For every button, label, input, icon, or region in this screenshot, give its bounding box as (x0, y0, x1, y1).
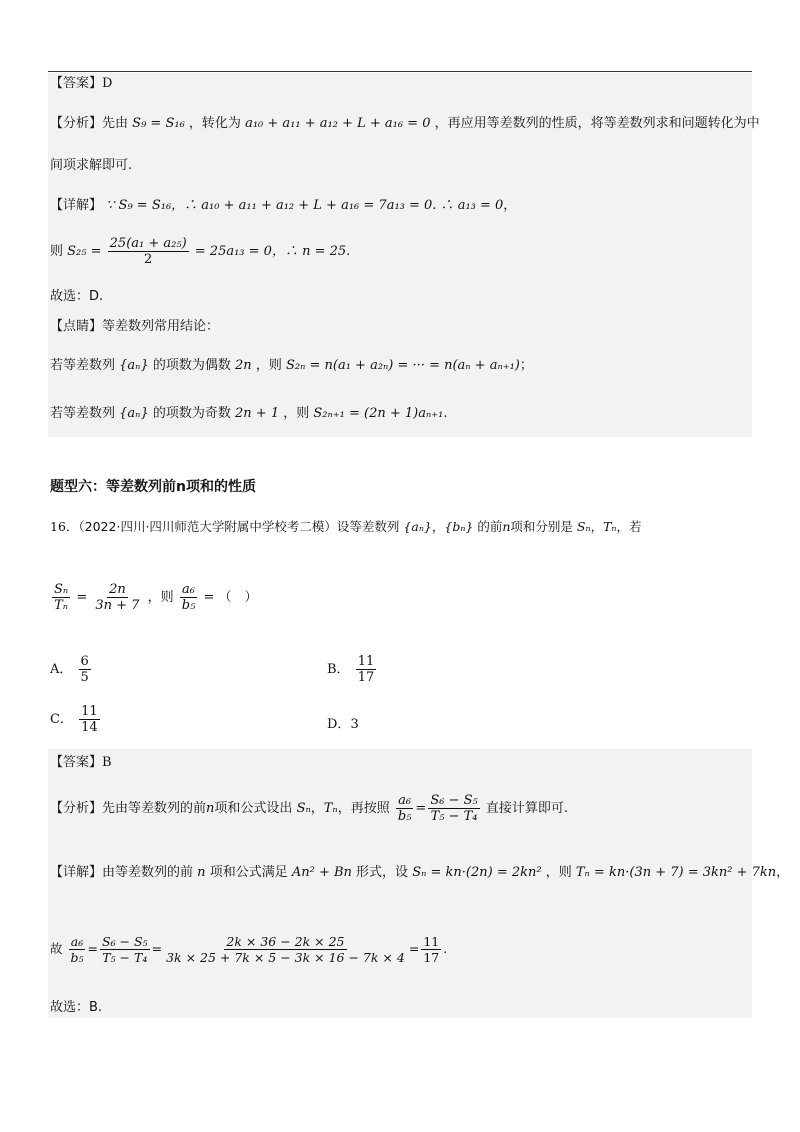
point-text: 等差数列常用结论： (102, 319, 220, 334)
math-expression: 2n + 1 (235, 406, 280, 421)
question-text: 的前 (477, 519, 503, 534)
choose-line-2 (50, 998, 102, 1018)
point-line (50, 317, 219, 337)
fraction-denominator: 17 (357, 670, 375, 685)
point-text: ，则 (255, 358, 282, 373)
question-text: ，则 (147, 590, 174, 605)
math-expression: 2n (235, 358, 252, 373)
detail-text: 故 (50, 941, 63, 956)
equals-sign: = (76, 590, 88, 605)
question-16-line (50, 517, 642, 537)
punctuation: ， (590, 519, 604, 534)
detail-text: ，则 (545, 865, 572, 880)
detail-text: 项和公式满足 (209, 865, 288, 880)
analysis-text: 直接计算即可. (485, 801, 569, 816)
fraction (93, 582, 141, 613)
fraction (428, 793, 479, 824)
fraction-numerator: 2n (109, 582, 126, 597)
math-expression: n (502, 519, 511, 534)
option-d[interactable] (327, 713, 359, 732)
fraction-denominator: T₅ − T₄ (430, 809, 478, 824)
equals-sign: = (203, 590, 215, 605)
fraction (421, 934, 441, 965)
math-expression: {aₙ} (403, 519, 432, 534)
fraction-denominator: 14 (81, 720, 98, 735)
answer-label: 【答案】 (50, 755, 103, 770)
fraction-numerator: S₆ − S₅ (430, 793, 478, 808)
math-expression: {bₙ} (444, 519, 474, 534)
section-title: 题型六：等差数列前n项和的性质 (50, 479, 256, 495)
analysis-line-2 (50, 156, 132, 176)
analysis-label: 【分析】 (50, 116, 103, 131)
math-expression: n (197, 865, 206, 880)
answer-blank: （ ） (218, 590, 258, 605)
math-expression: . ∴ a₁₃ = 0 (432, 198, 504, 213)
option-label: C． (50, 712, 73, 727)
detail-text: 形式，设 (356, 865, 409, 880)
detail-label: 【详解】 (50, 865, 103, 880)
math-expression: ∵ S₉ = S₁₆ (106, 198, 172, 213)
choose-line-1 (50, 287, 103, 307)
solution-box-2 (48, 749, 752, 1018)
point-text: 若等差数列 (50, 358, 116, 373)
option-label: A． (50, 662, 73, 677)
answer-label: 【答案】 (50, 76, 103, 91)
fraction-numerator: Sₙ (54, 582, 69, 597)
math-expression: Sₙ (576, 519, 591, 534)
analysis-label: 【分析】 (50, 801, 103, 816)
math-expression: ，∴ n = 25 (271, 244, 347, 259)
option-label: B． (327, 662, 350, 677)
point-text: ，则 (283, 406, 310, 421)
math-expression: S₉ = S₁₆ (132, 116, 185, 131)
math-expression: a₁₀ + a₁₁ + a₁₂ + L + a₁₆ = 0 (245, 116, 431, 131)
detail-line-2 (50, 236, 350, 267)
fraction-denominator: Tₙ (54, 598, 69, 613)
math-expression: ，∴ a₁₀ + a₁₁ + a₁₂ + L + a₁₆ = 7a₁₃ = 0 (171, 198, 433, 213)
analysis-text: 先由 (102, 116, 129, 131)
fraction-denominator: 17 (423, 950, 440, 965)
fraction (356, 654, 377, 685)
point-label: 【点睛】 (50, 319, 103, 334)
math-expression: An² + Bn (291, 865, 352, 880)
fraction-numerator: 2k × 36 − 2k × 25 (226, 934, 345, 949)
math-expression: {aₙ} (119, 358, 149, 373)
fraction (79, 654, 91, 685)
fraction (396, 793, 414, 824)
option-label: D． (327, 717, 351, 732)
fraction-numerator: 25(a₁ + a₂₅) (109, 236, 187, 251)
fraction-denominator: 5 (80, 670, 89, 685)
analysis-text: ，转化为 (188, 116, 241, 131)
detail-line-4: 故 $\frac{\text{a₆}}{\text{b₅}}$ = $\frac{\text{S₆ − S₅}}{\text{T₅ − T₄}}$ = $\frac{2k \times 36 - 2k \times 25}{3k \times 25 + 7k \times 5 - 3k \times 16 - 7k \times 4}$ = $\frac{11}{17}$ . (50, 934, 448, 965)
question-number: 16． (50, 519, 79, 534)
point-text: 若等差数列 (50, 406, 116, 421)
math-expression: {aₙ} (119, 406, 149, 421)
fraction (108, 236, 189, 267)
fraction-denominator: T₅ − T₄ (102, 950, 148, 965)
question-text: 项和分别是 (510, 519, 573, 534)
answer-line-1 (50, 74, 112, 94)
punctuation: ， (776, 865, 790, 880)
math-expression: Tₙ (323, 801, 338, 816)
fraction-numerator: a₆ (398, 793, 412, 808)
fraction-denominator: 3n + 7 (95, 598, 140, 613)
question-16-condition (50, 582, 258, 613)
detail-label: 【详解】 (50, 198, 103, 213)
fraction-numerator: a₆ (70, 934, 84, 949)
punctuation: ； (519, 358, 533, 373)
question-text: ，若 (616, 519, 642, 534)
fraction-denominator: 2 (144, 252, 153, 267)
fraction-denominator: b₅ (397, 809, 412, 824)
choose-text: 故选：B. (50, 1000, 103, 1015)
fraction-numerator: a₆ (182, 582, 195, 597)
math-expression: S₂ₙ₊₁ = (2n + 1)aₙ₊₁ (313, 406, 444, 421)
fraction-denominator: 3k × 25 + 7k × 5 − 3k × 16 − 7k × 4 (166, 950, 405, 965)
math-expression: Sₙ (296, 801, 311, 816)
punctuation: ， (431, 519, 445, 534)
point-text: 的项数为奇数 (152, 406, 231, 421)
analysis-text: ，再应用等差数列的性质，将等差数列求和问题转化为中 (434, 116, 760, 131)
analysis-text: 项和公式设出 (214, 801, 293, 816)
analysis-line-1 (50, 114, 760, 134)
detail-text: 则 (50, 244, 64, 259)
answer-value: B (102, 755, 112, 770)
option-b[interactable] (327, 654, 378, 685)
analysis-text: 先由等差数列的前 (102, 801, 207, 816)
punctuation: . (346, 244, 351, 259)
fraction-numerator: 11 (81, 704, 98, 719)
math-expression: S₂₅ = (67, 244, 102, 259)
detail-line-3 (50, 863, 789, 883)
detail-text: 由等差数列的前 (102, 865, 194, 880)
fraction-numerator: S₆ − S₅ (102, 934, 148, 949)
option-a[interactable] (50, 654, 93, 685)
detail-line-1 (50, 196, 516, 216)
fraction (100, 934, 150, 965)
fraction (69, 934, 86, 965)
option-c[interactable] (50, 704, 102, 735)
fraction (164, 934, 407, 965)
analysis-line-3: 【分析】先由等差数列的前n项和公式设出 Sₙ，Tₙ，再按照 $\frac{\text{a₆}}{\text{b₅}}$ = $\frac{\text{S₆ − S₅}}{\text{T₅ − T₄}}$ 直接计算即可. (50, 793, 569, 824)
even-line (50, 356, 533, 376)
choose-text: 故选：D. (50, 289, 104, 304)
fraction-numerator: 6 (80, 654, 89, 669)
math-expression: Sₙ = kn·(2n) = 2kn² (412, 865, 542, 880)
odd-line (50, 404, 447, 424)
fraction-numerator: 11 (423, 934, 440, 949)
math-expression: = 25a₁₃ = 0 (194, 244, 272, 259)
fraction (180, 582, 198, 613)
fraction-denominator: b₅ (181, 598, 196, 613)
fraction-denominator: b₅ (70, 950, 84, 965)
top-rule (48, 71, 752, 72)
punctuation: ， (503, 198, 517, 213)
fraction (79, 704, 100, 735)
punctuation: . (443, 406, 448, 421)
math-expression: Tₙ (603, 519, 617, 534)
option-value: 3 (350, 717, 359, 732)
question-text: 设等差数列 (336, 519, 400, 534)
answer-line-2 (50, 753, 112, 773)
math-expression: S₂ₙ = n(a₁ + a₂ₙ) = ··· = n(aₙ + aₙ₊₁) (285, 358, 520, 373)
fraction-numerator: 11 (357, 654, 375, 669)
point-text: 的项数为偶数 (152, 358, 231, 373)
question-source: （2022·四川·四川师范大学附属中学校考二模） (78, 519, 337, 534)
punctuation: . (443, 941, 448, 956)
answer-value: D (102, 76, 113, 91)
math-expression: n (206, 801, 215, 816)
math-expression: Tₙ = kn·(3n + 7) = 3kn² + 7kn (575, 865, 777, 880)
analysis-text: ，再按照 (337, 801, 390, 816)
analysis-text: 间项求解即可. (50, 158, 133, 173)
fraction (52, 582, 70, 613)
